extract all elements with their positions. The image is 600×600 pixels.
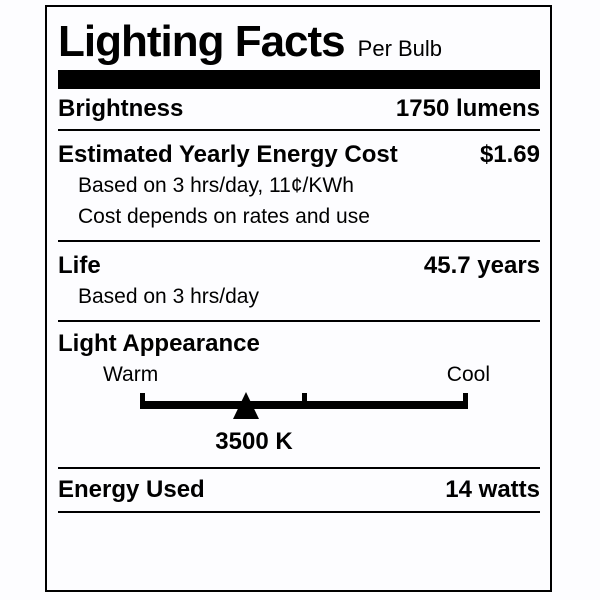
kelvin-value: 3500 K (215, 428, 293, 455)
color-temperature-scale (140, 393, 468, 419)
title-separator-bar (58, 70, 540, 89)
scale-endpoint-labels (58, 364, 540, 386)
energy-cost-label: Estimated Yearly Energy Cost (58, 141, 398, 168)
label-title: Lighting Facts (58, 17, 345, 66)
life-row (58, 251, 540, 281)
energy-used-value: 14 watts (445, 476, 540, 503)
brightness-label: Brightness (58, 95, 184, 122)
scale-tick-middle (302, 393, 307, 409)
energy-cost-row (58, 140, 540, 170)
color-temperature-marker-icon (233, 392, 259, 419)
label-subtitle: Per Bulb (357, 36, 443, 61)
light-appearance-section (58, 322, 540, 469)
scale-tick-left (140, 393, 145, 409)
life-note: Based on 3 hrs/day (78, 285, 259, 308)
life-value: 45.7 years (423, 252, 540, 279)
lighting-facts-label (45, 5, 552, 592)
life-label: Life (58, 252, 101, 279)
scale-tick-right (463, 393, 468, 409)
light-appearance-label: Light Appearance (58, 330, 260, 357)
energy-cost-section (58, 131, 540, 242)
cool-label: Cool (446, 363, 490, 386)
energy-cost-note-rate: Based on 3 hrs/day, 11¢/KWh (78, 174, 354, 197)
warm-label: Warm (103, 363, 159, 386)
label-header (58, 7, 540, 70)
energy-cost-value: $1.69 (479, 141, 540, 168)
brightness-row (58, 89, 540, 131)
energy-used-row (58, 469, 540, 513)
life-section (58, 242, 540, 322)
energy-used-label: Energy Used (58, 476, 205, 503)
brightness-value: 1750 lumens (395, 95, 540, 122)
energy-cost-note-disclaimer: Cost depends on rates and use (78, 205, 370, 228)
